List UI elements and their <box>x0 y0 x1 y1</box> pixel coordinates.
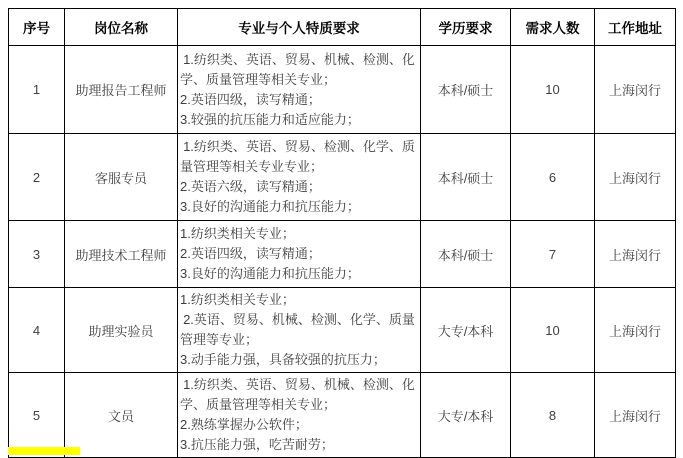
cell-requirements <box>178 373 421 458</box>
cell-education: 大专/本科 <box>421 288 511 373</box>
requirement-item: 2.熟练掌握办公软件； <box>180 417 308 432</box>
column-header-location: 工作地址 <box>595 9 676 46</box>
cell-no: 1 <box>9 46 65 134</box>
recruitment-table <box>8 8 676 458</box>
table-row <box>9 373 676 458</box>
cell-headcount: 6 <box>511 134 595 221</box>
column-header-headcount: 需求人数 <box>511 9 595 46</box>
requirement-item: 3.良好的沟通能力和抗压能力； <box>180 199 360 214</box>
cell-position: 助理技术工程师 <box>65 221 178 288</box>
requirement-item: 1.纺织类、英语、贸易、机械、检测、化学、质量管理等相关专业； <box>180 51 415 87</box>
cell-location: 上海闵行 <box>595 46 676 134</box>
cell-requirements <box>178 221 421 288</box>
cell-education: 本科/硕士 <box>421 221 511 288</box>
cell-no: 5 <box>9 373 65 458</box>
cell-position: 客服专员 <box>65 134 178 221</box>
requirement-item: 1.纺织类相关专业； <box>180 226 295 241</box>
requirement-item: 2.英语六级，读写精通； <box>180 179 321 194</box>
cell-requirements <box>178 134 421 221</box>
cell-headcount: 10 <box>511 288 595 373</box>
cell-no: 2 <box>9 134 65 221</box>
cell-location: 上海闵行 <box>595 134 676 221</box>
requirement-item: 2.英语四级，读写精通； <box>180 91 321 107</box>
cell-position: 文员 <box>65 373 178 458</box>
requirement-item: 1.纺织类相关专业； <box>180 292 295 307</box>
table-row <box>9 221 676 288</box>
cell-location: 上海闵行 <box>595 221 676 288</box>
cell-headcount: 7 <box>511 221 595 288</box>
cell-no: 3 <box>9 221 65 288</box>
cell-education: 本科/硕士 <box>421 46 511 134</box>
table-row <box>9 134 676 221</box>
requirement-item: 3.较强的抗压能力和适应能力； <box>180 111 360 127</box>
requirement-item: 1.纺织类、英语、贸易、机械、检测、化学、质量管理等相关专业； <box>180 377 415 412</box>
requirement-item: 3.抗压能力强，吃苦耐劳； <box>180 437 334 452</box>
requirement-item: 1.纺织类、英语、贸易、检测、化学、质量管理等相关专业专业； <box>180 139 415 174</box>
yellow-highlight-mark <box>8 447 80 455</box>
table-row <box>9 288 676 373</box>
cell-requirements <box>178 288 421 373</box>
cell-education: 大专/本科 <box>421 373 511 458</box>
cell-headcount: 8 <box>511 373 595 458</box>
cell-location: 上海闵行 <box>595 373 676 458</box>
requirement-item: 2.英语、贸易、机械、检测、化学、质量管理等专业； <box>180 312 415 347</box>
column-header-requirements: 专业与个人特质要求 <box>178 9 421 46</box>
cell-no: 4 <box>9 288 65 373</box>
cell-requirements <box>178 46 421 134</box>
header-row <box>9 9 676 46</box>
cell-position: 助理实验员 <box>65 288 178 373</box>
requirement-item: 2.英语四级，读写精通； <box>180 246 321 261</box>
table-row <box>9 46 676 134</box>
cell-location: 上海闵行 <box>595 288 676 373</box>
cell-education: 本科/硕士 <box>421 134 511 221</box>
requirement-item: 3.动手能力强，具备较强的抗压力； <box>180 352 386 367</box>
requirement-item: 3.良好的沟通能力和抗压能力； <box>180 266 360 281</box>
column-header-education: 学历要求 <box>421 9 511 46</box>
column-header-position: 岗位名称 <box>65 9 178 46</box>
cell-headcount: 10 <box>511 46 595 134</box>
cell-position: 助理报告工程师 <box>65 46 178 134</box>
column-header-no: 序号 <box>9 9 65 46</box>
